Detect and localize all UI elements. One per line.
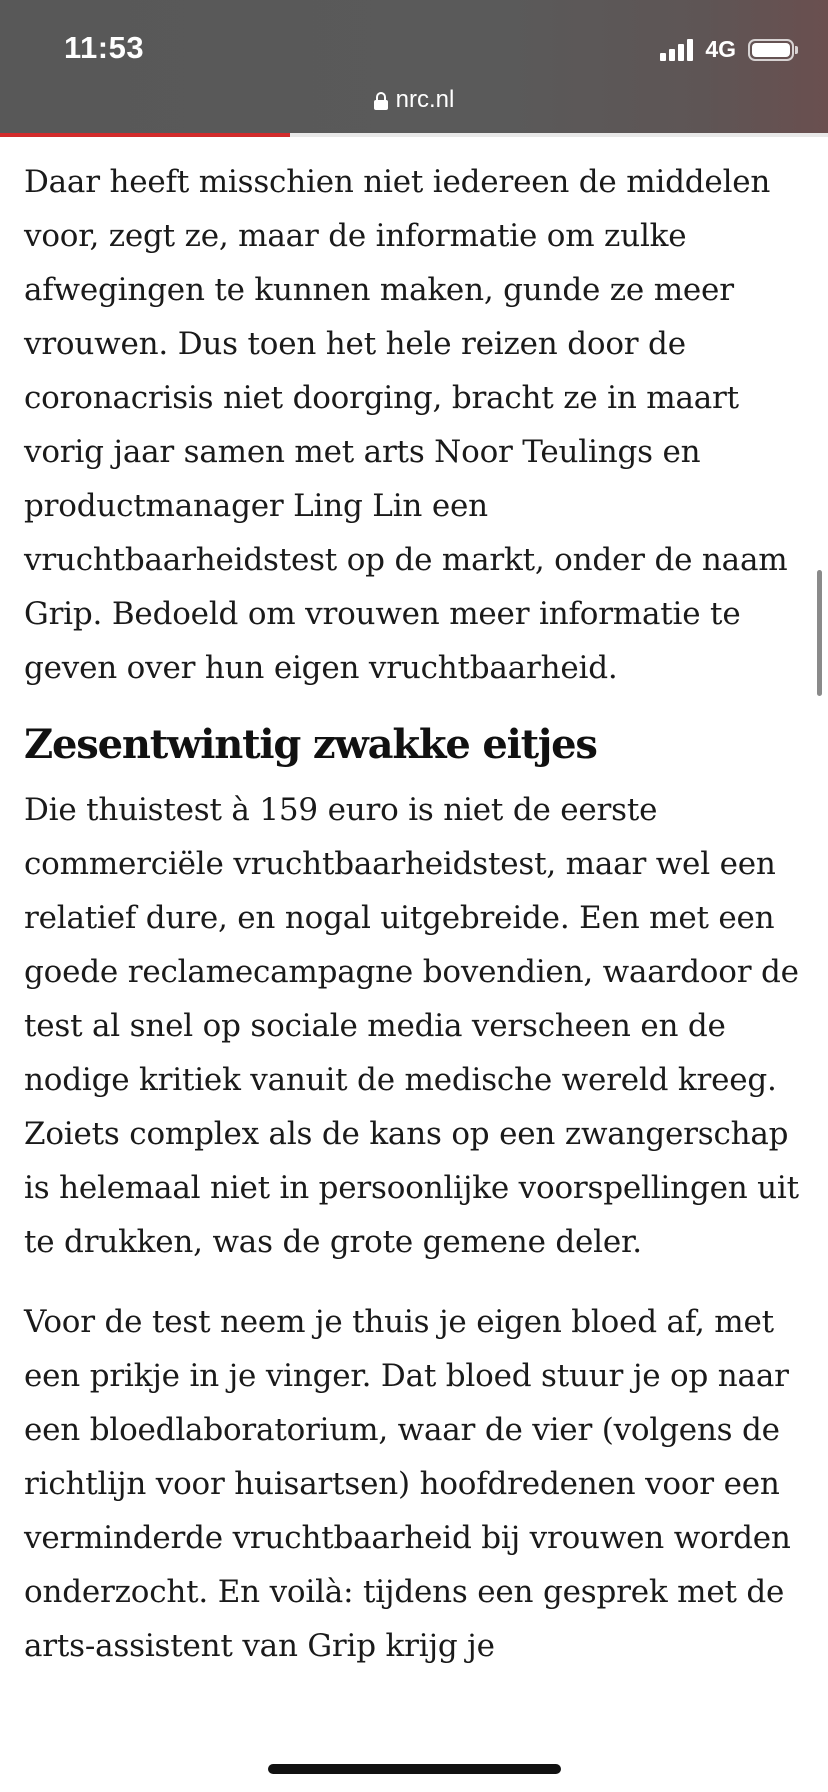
article-paragraph: Voor de test neem je thuis je eigen bloed af, met een prikje in je vinger. Dat bloed stuur je op naar een bloedlaboratorium, waar de vier (volgens de richtlijn voor huisartsen) hoofdredenen voor een verminderde vruchtbaarheid bij vrouwen worden onderzocht. En voilà: tijdens een gesprek met de arts-assistent van Grip krijg je	[24, 1304, 791, 1664]
reading-progress-bar	[0, 133, 828, 137]
reading-progress-fill	[0, 133, 290, 137]
scroll-indicator[interactable]	[817, 570, 822, 696]
battery-icon	[748, 39, 794, 61]
article-paragraph: Daar heeft misschien niet iedereen de middelen voor, zegt ze, maar de informatie om zulke afwegingen te kunnen maken, gunde ze meer vrouwen. Dus toen het hele reizen door de coronacrisis niet doorging, bracht ze in maart vorig jaar samen met arts Noor Teulings en productmanager Ling Lin een vruchtbaarheidstest op de markt, onder de naam Grip. Bedoeld om vrouwen meer informatie te geven over hun eigen vruchtbaarheid.	[24, 164, 788, 686]
status-indicators	[660, 36, 794, 63]
network-label: 4G	[705, 36, 736, 62]
lock-icon	[374, 92, 388, 110]
home-indicator[interactable]	[268, 1764, 561, 1774]
url-bar[interactable]	[0, 86, 828, 114]
url-domain[interactable]: nrc.nl	[395, 86, 455, 113]
status-time: 11:53	[64, 30, 145, 65]
article-body	[24, 155, 804, 1673]
browser-top-bar	[0, 0, 828, 135]
article-paragraph: Die thuistest à 159 euro is niet de eerste commerciële vruchtbaarheidstest, maar wel een relatief dure, en nogal uitgebreide. Een met een goede reclamecampagne bovendien, waardoor de test al snel op sociale media verscheen en de nodige kritiek vanuit de medische wereld kreeg. Zoiets complex als de kans op een zwangerschap is helemaal niet in persoonlijke voorspellingen uit te drukken, was de grote gemene deler.	[24, 792, 799, 1260]
article-subheading: Zesentwintig zwakke eitjes	[24, 721, 597, 768]
signal-icon	[660, 39, 693, 61]
